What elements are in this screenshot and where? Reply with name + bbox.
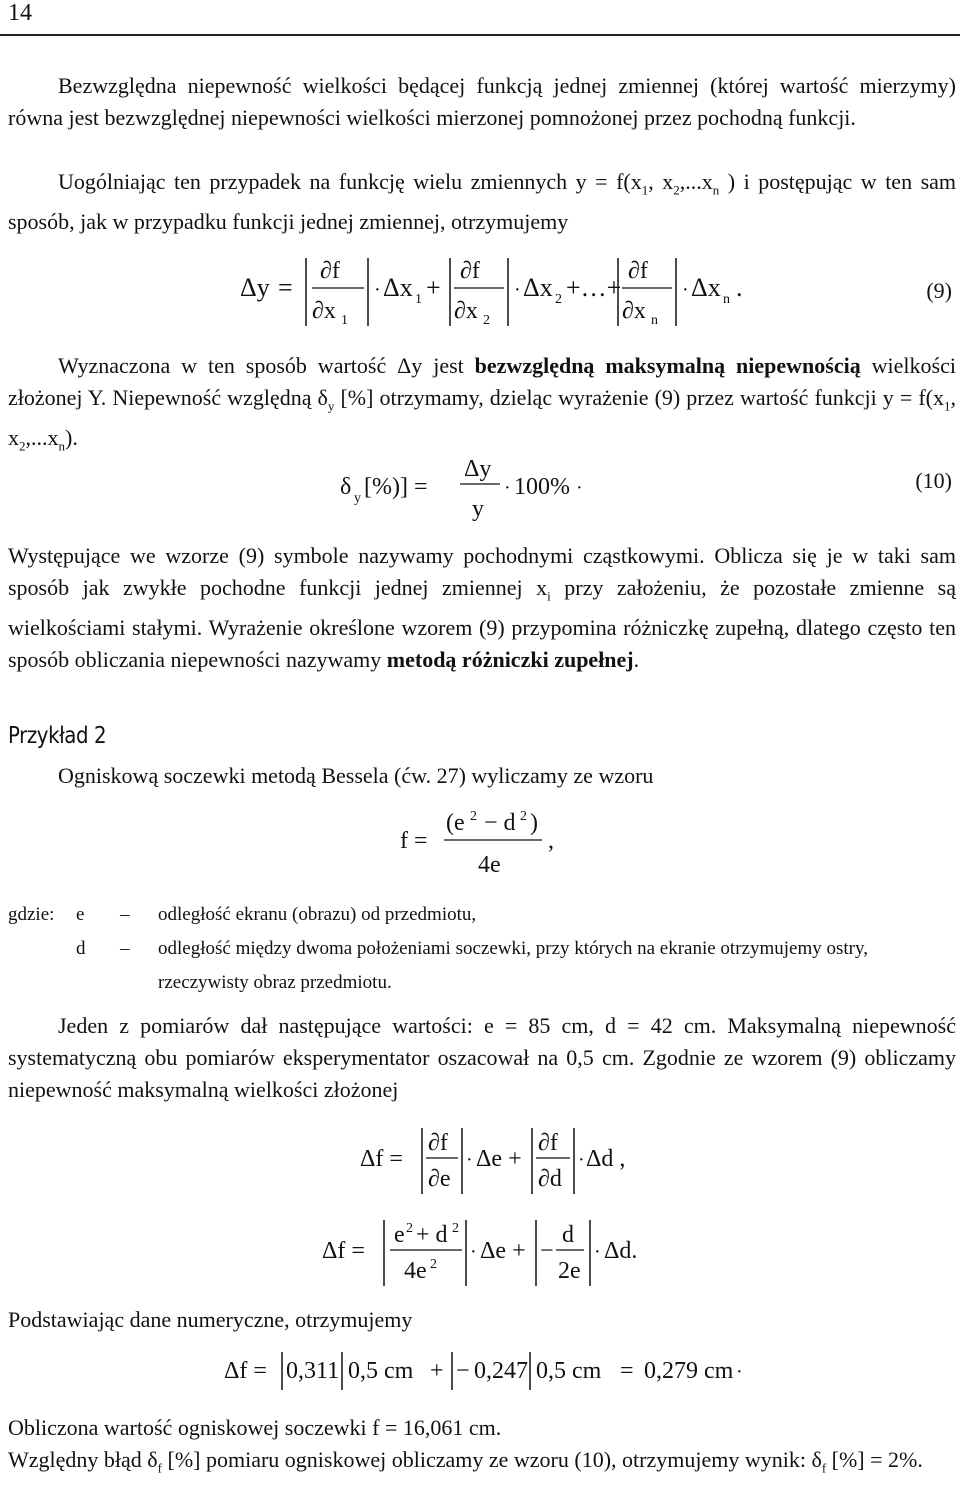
svg-text:e: e [394, 1222, 405, 1248]
svg-text:y: y [472, 496, 484, 522]
equation-delta-f-partials [360, 1122, 640, 1202]
svg-text:Δf =: Δf = [360, 1146, 403, 1172]
equation-9 [240, 248, 780, 333]
svg-text:∂x: ∂x [454, 298, 478, 324]
svg-text:+ d: + d [416, 1222, 448, 1248]
definition-e: gdzie: e – odległość ekranu (obrazu) od przedmiotu, [8, 904, 477, 925]
svg-text:4e: 4e [478, 852, 501, 878]
svg-text:.: . [736, 273, 743, 302]
svg-text:Δy: Δy [240, 273, 270, 302]
svg-text:∂f: ∂f [320, 258, 340, 284]
paragraph-4: Występujące we wzorze (9) symbole nazywamy pochodnymi cząstkowymi. Oblicza się je w taki sam sposób jak zwykłe pochodne funkcji jednej zmiennej $x_i$ przy założeniu, że pozostałe zmienne są wielkościami stałymi. Wyrażenie określone wzorem (9) przypomina różniczkę zupełną, dlatego często ten sposób obliczania niepewności nazywamy metodą różniczki zupełnej. [8, 543, 957, 673]
svg-text:2: 2 [483, 313, 490, 328]
svg-text:∂e: ∂e [428, 1166, 451, 1192]
equation-10 [340, 452, 620, 532]
equation-9-number: (9) [926, 278, 952, 303]
svg-text:Δx: Δx [383, 273, 413, 302]
svg-text:f =: f = [400, 828, 428, 854]
svg-text:2e: 2e [558, 1258, 581, 1284]
svg-text:∂f: ∂f [428, 1130, 448, 1156]
paragraph-5: Ogniskową soczewki metodą Bessela (ćw. 27) wyliczamy ze wzoru [58, 763, 654, 788]
svg-text:Δf =: Δf = [224, 1358, 267, 1384]
numeric-v2: 0,5 cm [348, 1358, 414, 1384]
svg-text:∂d: ∂d [538, 1166, 562, 1192]
svg-text:(e: (e [446, 810, 465, 836]
svg-text:·: · [514, 279, 521, 301]
svg-text:=: = [278, 273, 293, 302]
svg-text:2: 2 [555, 292, 562, 307]
svg-text:+…+: +…+ [566, 273, 622, 302]
svg-text:∂f: ∂f [628, 258, 648, 284]
paragraph-3: Wyznaczona w ten sposób wartość Δy jest bezwzględną maksymalną niepewnością wielkości złożonej Y. Niepewność względną $\delta_y$ [%] otrzymamy, dzieląc wyrażenie (9) przez wartość funkcji $y = f(x_1$, $x_2,...x_n$). [8, 353, 956, 454]
svg-text:+: + [426, 273, 441, 302]
svg-text:y: y [354, 491, 361, 506]
equation-delta-f-expanded [322, 1214, 662, 1294]
svg-text:100%: 100% [514, 474, 570, 500]
svg-text:·: · [466, 1149, 473, 1171]
svg-text:,: , [548, 828, 554, 854]
numeric-v4: 0,5 cm [536, 1358, 602, 1384]
numeric-result: 0,279 cm [644, 1358, 734, 1384]
svg-text:Δd ,: Δd , [586, 1146, 626, 1172]
svg-text:2: 2 [430, 1257, 437, 1272]
svg-text:1: 1 [341, 313, 348, 328]
svg-text:·: · [504, 477, 511, 499]
svg-text:·: · [578, 1149, 585, 1171]
svg-text:−: − [540, 1238, 554, 1264]
page-number: 14 [8, 0, 32, 26]
svg-text:−: − [456, 1358, 470, 1384]
svg-text:2: 2 [520, 809, 527, 824]
svg-text:·: · [576, 477, 583, 499]
svg-text:Δd.: Δd. [604, 1238, 638, 1264]
equation-10-number: (10) [915, 468, 952, 493]
example-heading: Przykład 2 [8, 723, 107, 749]
svg-text:n: n [651, 313, 658, 328]
svg-text:[%)] =: [%)] = [364, 474, 428, 500]
svg-text:·: · [470, 1241, 477, 1263]
svg-text:Δe +: Δe + [476, 1146, 522, 1172]
svg-text:Δf =: Δf = [322, 1238, 365, 1264]
paragraph-7: Podstawiając dane numeryczne, otrzymujemy [8, 1307, 413, 1332]
numeric-v1: 0,311 [286, 1358, 340, 1384]
svg-text:Δx: Δx [691, 273, 721, 302]
svg-text:2: 2 [470, 809, 477, 824]
paragraph-6: Jeden z pomiarów dał następujące wartości: e = 85 cm, d = 42 cm. Maksymalną niepewność systematyczną obu pomiarów eksperymentator oszacował na 0,5 cm. Zgodnie ze wzorem (9) obliczamy niepewność maksymalną wielkości złożonej [8, 1013, 956, 1102]
svg-text:=: = [620, 1358, 634, 1384]
svg-text:Δe +: Δe + [480, 1238, 526, 1264]
svg-text:·: · [682, 279, 689, 301]
svg-text:·: · [736, 1361, 743, 1383]
svg-text:): ) [530, 810, 538, 836]
svg-text:d: d [562, 1222, 574, 1248]
svg-text:·: · [374, 279, 381, 301]
definitions-list [8, 898, 956, 1000]
svg-text:4e: 4e [404, 1258, 427, 1284]
paragraph-8: Obliczona wartość ogniskowej soczewki f = 16,061 cm. [8, 1415, 502, 1440]
svg-text:∂x: ∂x [622, 298, 646, 324]
svg-text:·: · [594, 1241, 601, 1263]
svg-text:∂f: ∂f [538, 1130, 558, 1156]
paragraph-9: Względny błąd $\delta_f$ [%] pomiaru ogniskowej obliczamy ze wzoru (10), otrzymujemy wynik: $\delta_f$ [%] = 2%. [8, 1447, 923, 1476]
svg-text:2: 2 [452, 1221, 459, 1236]
svg-text:∂f: ∂f [460, 258, 480, 284]
numeric-v3: 0,247 [474, 1358, 528, 1384]
svg-text:n: n [723, 292, 730, 307]
paragraph-2: Uogólniając ten przypadek na funkcję wielu zmiennych $y = f(x_1$, $x_2,...x_n$ ) i postępując w ten sam sposób, jak w przypadku funkcji jednej zmiennej, otrzymujemy [8, 169, 957, 235]
svg-text:+: + [430, 1358, 444, 1384]
bessel-formula [400, 800, 600, 885]
svg-text:∂x: ∂x [312, 298, 336, 324]
header-rule [0, 34, 960, 36]
svg-text:Δy: Δy [464, 456, 492, 482]
svg-text:− d: − d [484, 810, 516, 836]
svg-text:δ: δ [340, 474, 352, 500]
svg-text:2: 2 [406, 1221, 413, 1236]
paragraph-1: Bezwzględna niepewność wielkości będącej funkcją jednej zmiennej (której wartość mierzymy) równa jest bezwzględnej niepewności wielkości mierzonej pomnożonej przez pochodną funkcji. [8, 73, 956, 130]
svg-text:Δx: Δx [523, 273, 553, 302]
equation-numeric [224, 1346, 784, 1396]
svg-text:1: 1 [415, 292, 422, 307]
definition-d: d – odległość między dwoma położeniami soczewki, przy których na ekranie otrzymujemy ostry, rzeczywisty obraz przedmiotu. [76, 938, 868, 993]
